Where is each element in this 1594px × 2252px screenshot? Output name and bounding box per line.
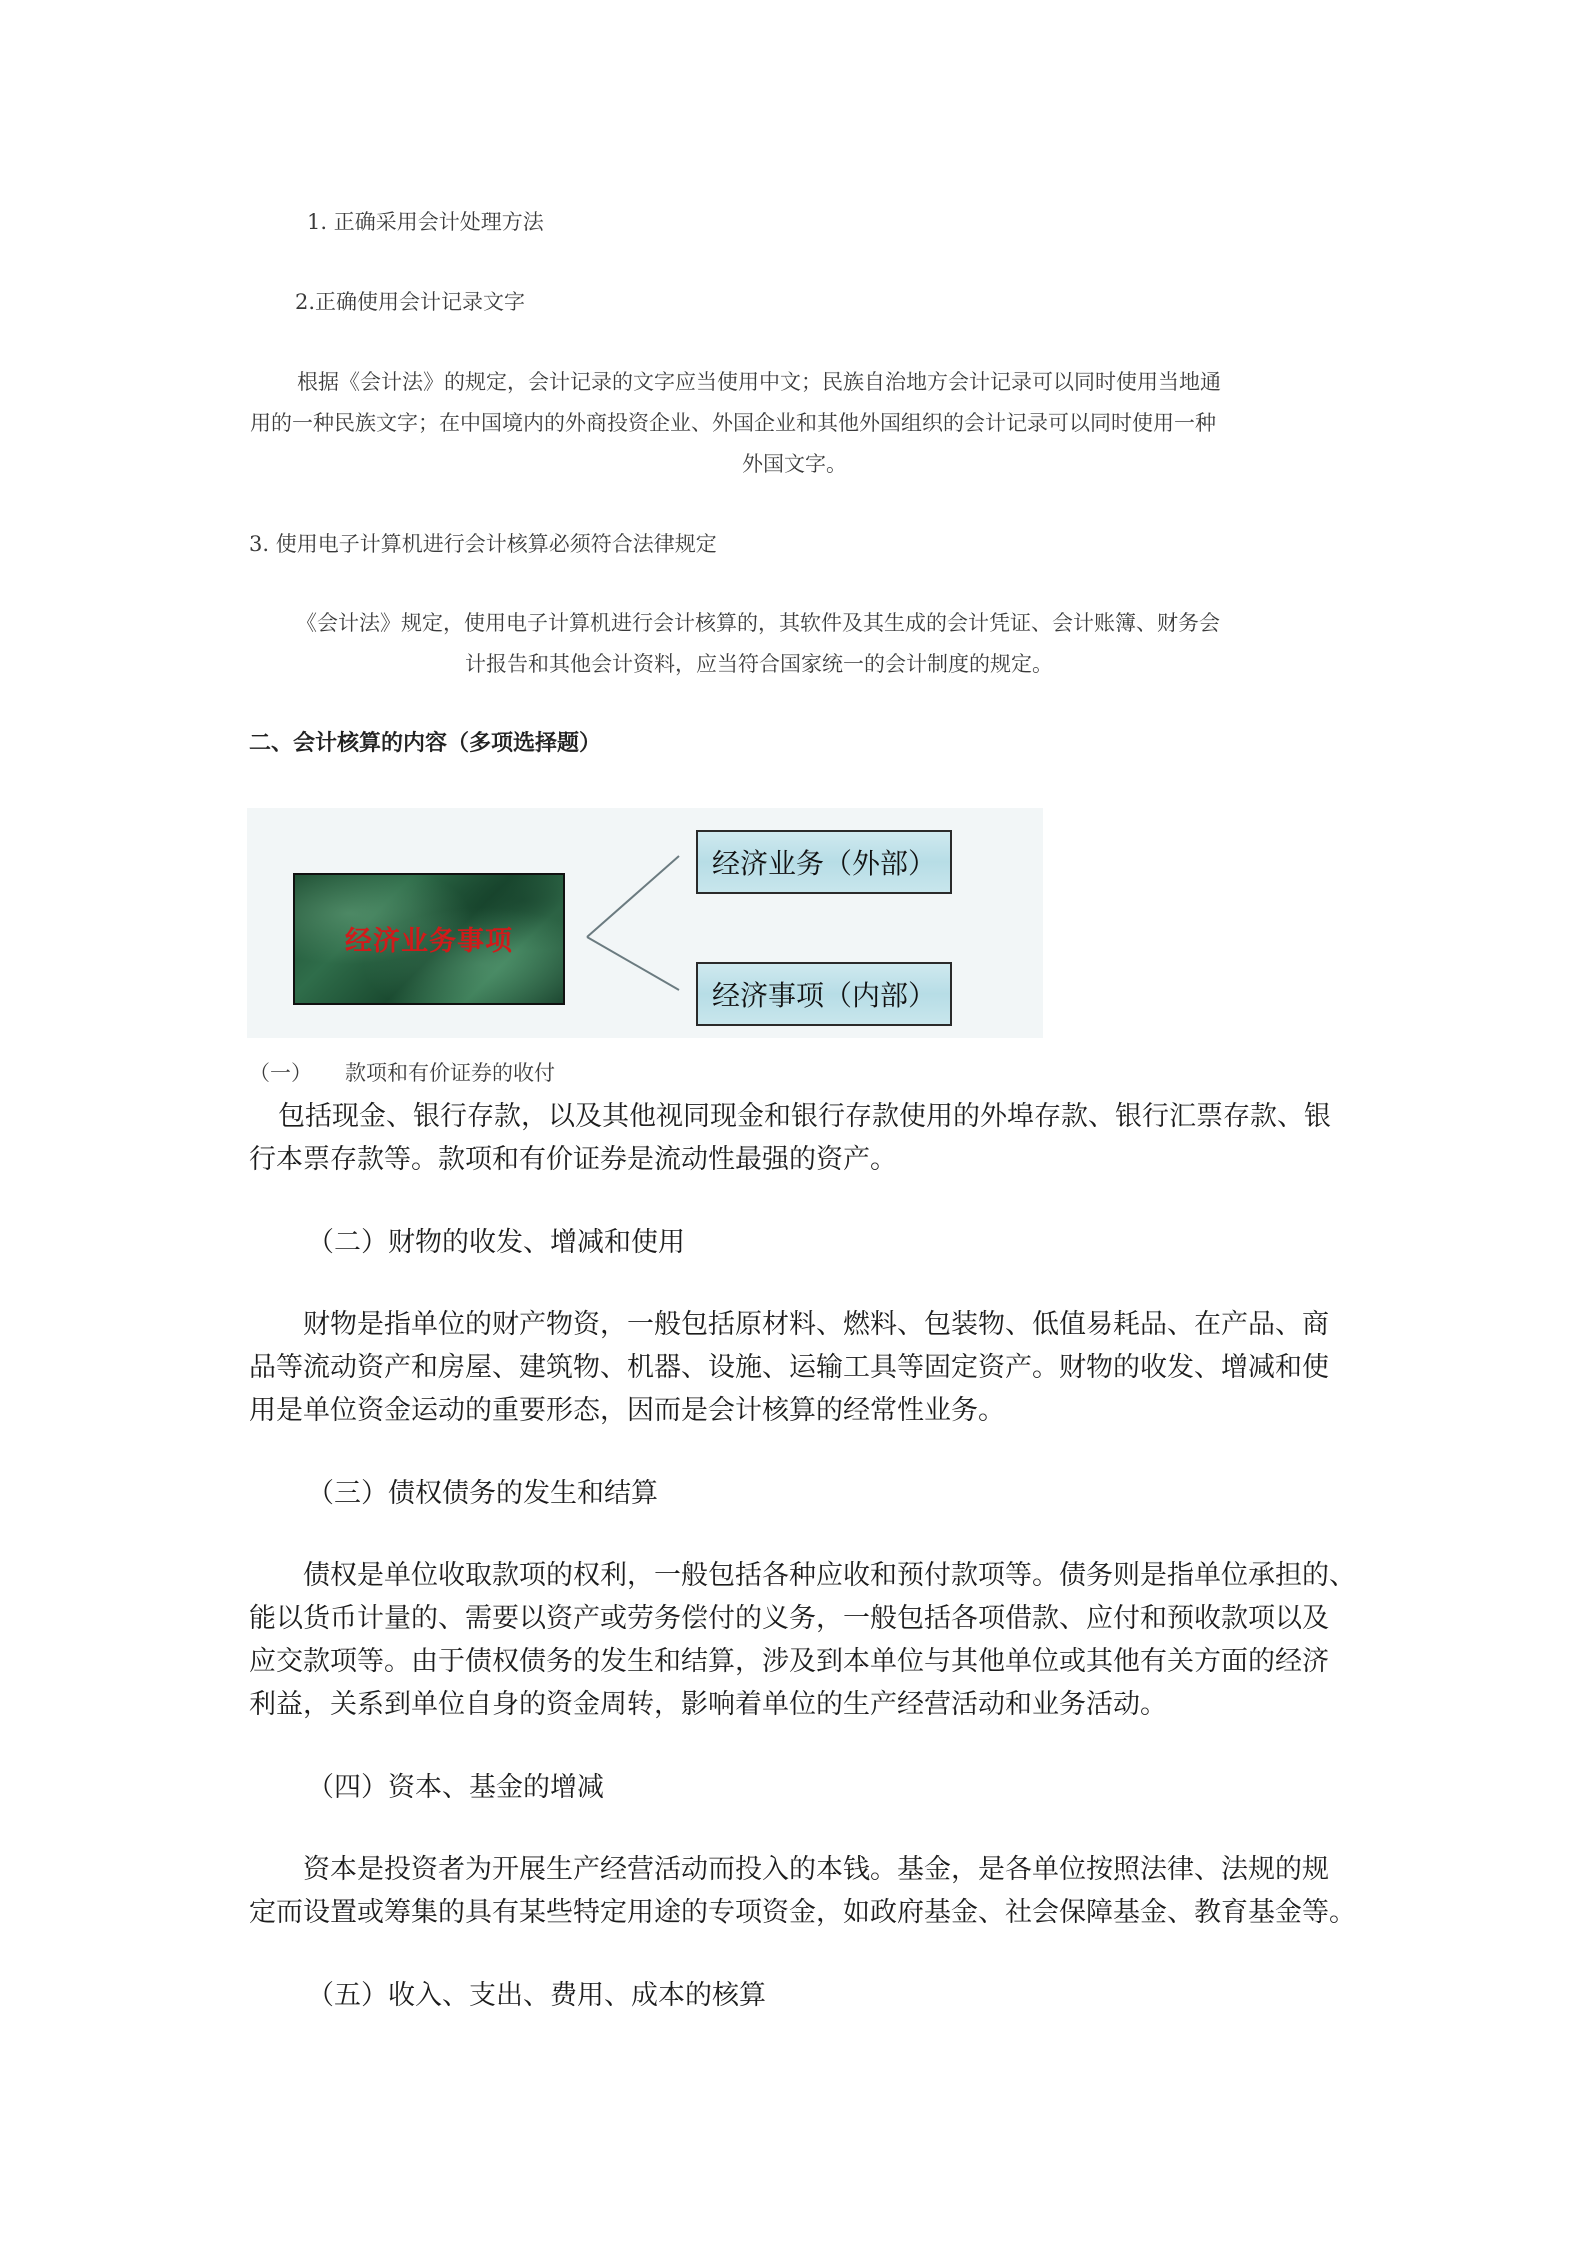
paragraph-line: 资本是投资者为开展生产经营活动而投入的本钱。基金，是各单位按照法律、法规的规: [303, 1854, 1329, 1885]
center-box: [293, 873, 565, 1005]
paragraph-line: 债权是单位收取款项的权利，一般包括各种应收和预付款项等。债务则是指单位承担的、: [303, 1560, 1356, 1591]
paragraph-line: 行本票存款等。款项和有价证券是流动性最强的资产。: [249, 1144, 897, 1175]
subsection-5-heading: （五）收入、支出、费用、成本的核算: [307, 1980, 766, 2011]
paragraph-line: 财物是指单位的财产物资，一般包括原材料、燃料、包装物、低值易耗品、在产品、商: [303, 1309, 1329, 1340]
center-label: 经济业务事项: [345, 926, 513, 957]
subsection-4-heading: （四）资本、基金的增减: [307, 1772, 604, 1803]
subsection-2-heading: （二）财物的收发、增减和使用: [307, 1227, 685, 1258]
item-1-heading: 1. 正确采用会计处理方法: [307, 210, 544, 234]
item-2-heading: 2.正确使用会计记录文字: [295, 290, 526, 314]
branch-internal: 经济事项（内部）: [696, 962, 952, 1026]
paragraph-line: 应交款项等。由于债权债务的发生和结算，涉及到本单位与其他单位或其他有关方面的经济: [249, 1646, 1329, 1677]
subsection-1-label: （一）: [249, 1061, 312, 1085]
subsection-3-heading: （三）债权债务的发生和结算: [307, 1478, 658, 1509]
paragraph-line: 包括现金、银行存款，以及其他视同现金和银行存款使用的外埠存款、银行汇票存款、银: [278, 1101, 1331, 1132]
economic-matters-diagram: [247, 808, 1043, 1038]
paragraph-line: 根据《会计法》的规定，会计记录的文字应当使用中文；民族自治地方会计记录可以同时使用当地通: [297, 370, 1221, 394]
paragraph-line: 用的一种民族文字；在中国境内的外商投资企业、外国企业和其他外国组织的会计记录可以同时使用一种: [250, 411, 1216, 435]
paragraph-line: 计报告和其他会计资料，应当符合国家统一的会计制度的规定。: [465, 652, 1053, 676]
paragraph-line: 利益，关系到单位自身的资金周转，影响着单位的生产经营活动和业务活动。: [249, 1689, 1167, 1720]
subsection-1-title: 款项和有价证券的收付: [345, 1061, 555, 1085]
branch-external: 经济业务（外部）: [696, 830, 952, 894]
paragraph-line: 用是单位资金运动的重要形态，因而是会计核算的经常性业务。: [249, 1395, 1005, 1426]
paragraph-line: 能以货币计量的、需要以资产或劳务偿付的义务，一般包括各项借款、应付和预收款项以及: [249, 1603, 1329, 1634]
item-3-heading: 3. 使用电子计算机进行会计核算必须符合法律规定: [249, 532, 717, 556]
section-heading: 二、会计核算的内容（多项选择题）: [249, 731, 602, 756]
paragraph-line: 《会计法》规定，使用电子计算机进行会计核算的，其软件及其生成的会计凭证、会计账簿、财务会: [296, 611, 1220, 635]
paragraph-line: 品等流动资产和房屋、建筑物、机器、设施、运输工具等固定资产。财物的收发、增减和使: [249, 1352, 1329, 1383]
paragraph-line: 定而设置或筹集的具有某些特定用途的专项资金，如政府基金、社会保障基金、教育基金等。: [249, 1897, 1356, 1928]
paragraph-line: 外国文字。: [742, 452, 847, 476]
